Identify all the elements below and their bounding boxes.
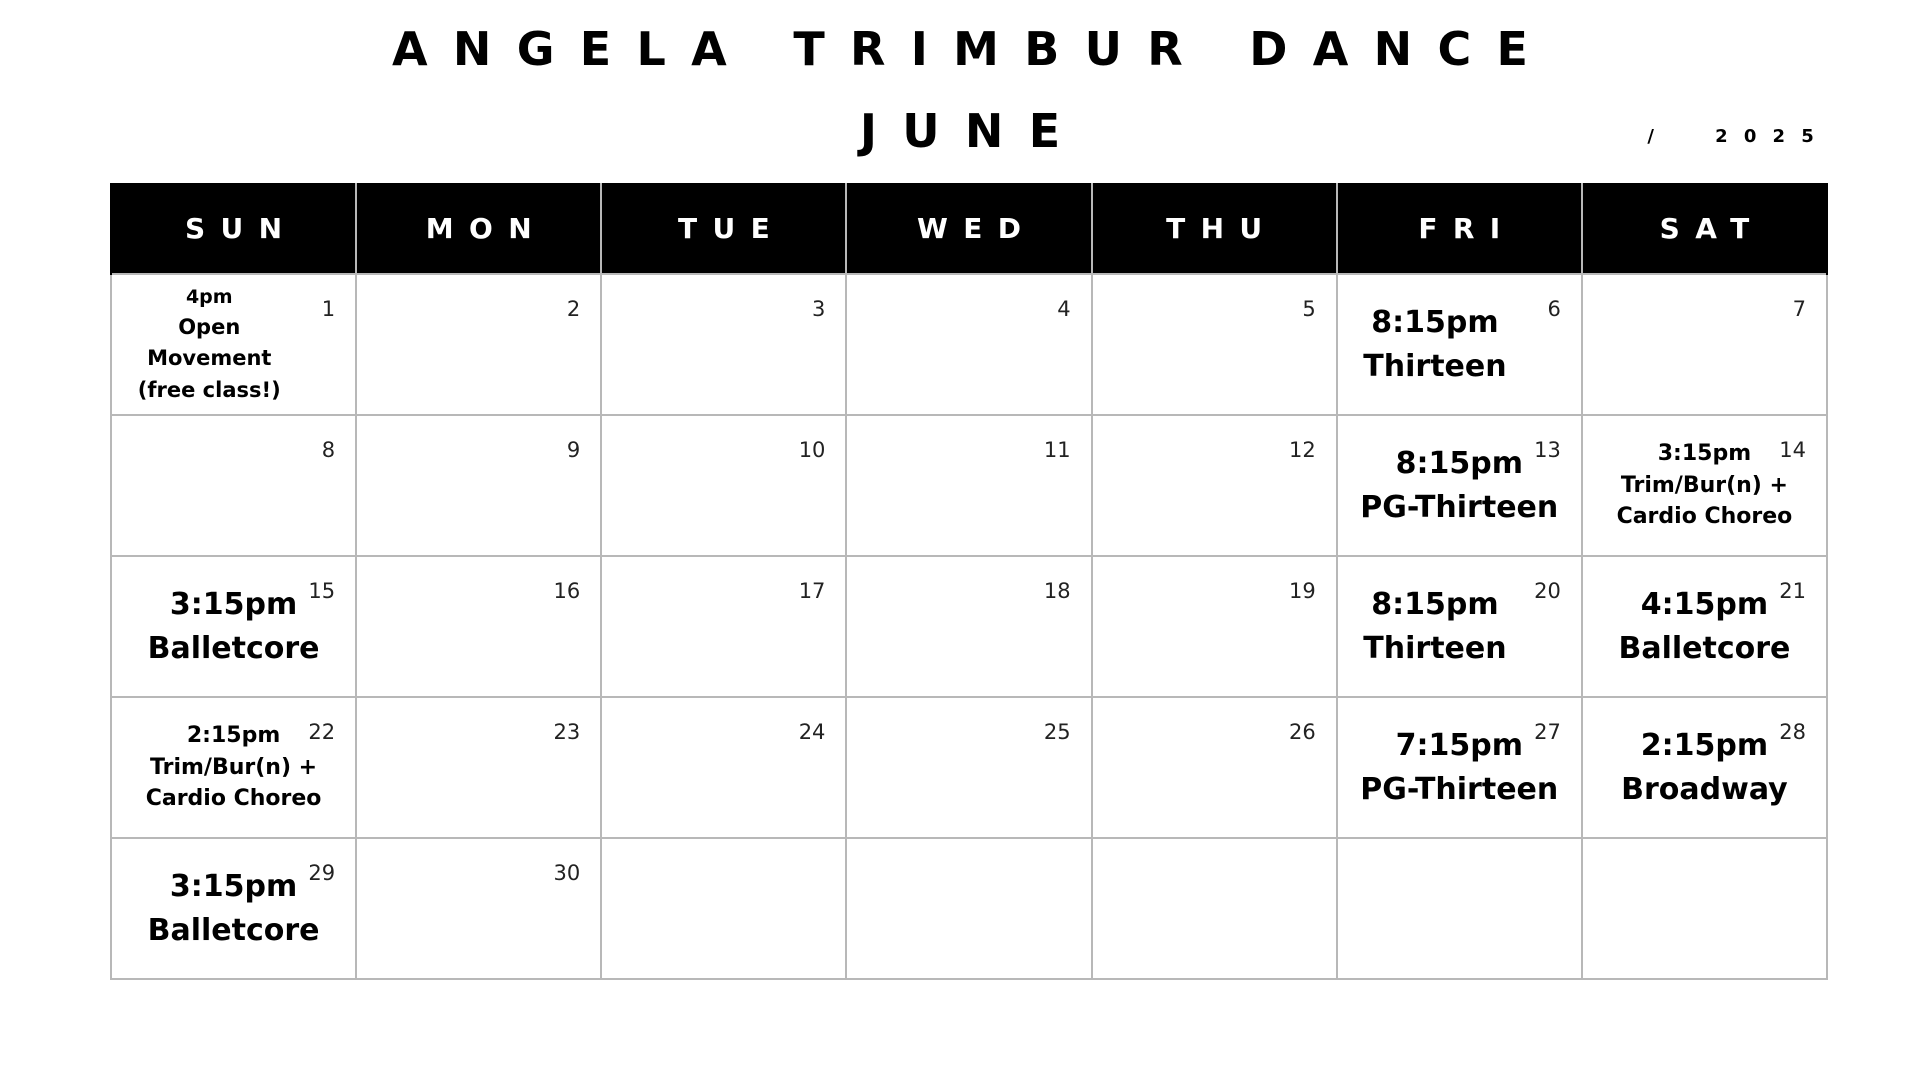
calendar-day-cell [1092,415,1337,556]
calendar-day-cell [1092,556,1337,697]
event-title: Trim/Bur(n) + Cardio Choreo [1616,472,1793,530]
day-number: 29 [308,861,336,885]
event-title: PG-Thirteen [1360,489,1559,525]
event-title: Balletcore [147,630,320,666]
event-time: 8:15pm [1371,587,1499,622]
day-number: 9 [566,438,581,462]
calendar-day-cell [846,274,1091,415]
calendar-day-cell [111,415,356,556]
class-event [1338,698,1581,837]
day-number: 1 [321,297,336,321]
event-time: 8:15pm [1395,446,1523,481]
day-number: 5 [1302,297,1316,321]
calendar-day-cell [356,697,601,838]
event-time: 3:15pm [169,587,298,622]
day-number: 23 [553,720,581,744]
event-time: 8:15pm [1371,305,1499,340]
class-event [112,557,355,696]
calendar-day-cell [846,697,1091,838]
day-number: 30 [553,861,581,885]
day-number: 28 [1779,720,1806,744]
event-title: Open Movement (free class!) [137,314,281,402]
weekday-header: MON [356,183,601,274]
event-title: Thirteen [1363,348,1507,384]
day-number: 14 [1779,438,1806,462]
calendar-day-cell [1582,415,1827,556]
class-event [112,275,307,414]
weekday-header: THU [1092,183,1337,274]
calendar-day-cell [1337,274,1582,415]
class-event [112,839,355,978]
weekday-header: SUN [111,183,356,274]
event-time: 3:15pm [1657,440,1752,466]
weekday-header-row [111,183,1827,274]
class-event [1583,416,1826,555]
day-number: 6 [1547,297,1561,321]
weekday-header: FRI [1337,183,1582,274]
calendar-day-cell [601,838,846,979]
day-number: 7 [1792,297,1806,321]
event-title: Balletcore [147,912,320,948]
calendar-day-cell [1337,838,1582,979]
day-number: 24 [798,720,826,744]
event-time: 7:15pm [1395,728,1523,763]
calendar-week-row [111,838,1827,979]
day-number: 12 [1288,438,1316,462]
day-number: 11 [1043,438,1071,462]
year-label: / 2025 [1647,126,1830,147]
day-number: 19 [1288,579,1316,603]
day-number: 16 [553,579,581,603]
calendar-week-row [111,556,1827,697]
day-number: 10 [798,438,826,462]
class-event [1338,275,1533,414]
calendar-day-cell [356,556,601,697]
day-number: 26 [1288,720,1316,744]
studio-title: ANGELA TRIMBUR DANCE [392,22,1554,76]
calendar-day-cell [601,556,846,697]
calendar-day-cell [1337,415,1582,556]
calendar-day-cell [1582,838,1827,979]
calendar-day-cell [356,838,601,979]
calendar-day-cell [111,838,356,979]
event-time: 4:15pm [1640,587,1769,622]
calendar-day-cell [1337,556,1582,697]
event-title: Broadway [1621,771,1788,807]
day-number: 27 [1534,720,1561,744]
event-title: PG-Thirteen [1360,771,1559,807]
calendar-day-cell [111,556,356,697]
class-event [112,698,355,837]
calendar-day-cell [846,556,1091,697]
class-event [1338,416,1581,555]
calendar-day-cell [846,838,1091,979]
weekday-header: WED [846,183,1091,274]
calendar-day-cell [846,415,1091,556]
calendar-day-cell [1092,274,1337,415]
calendar-day-cell [601,415,846,556]
calendar-week-row [111,274,1827,415]
calendar-day-cell [1582,556,1827,697]
class-event [1583,698,1826,837]
calendar-day-cell [356,274,601,415]
class-event [1583,557,1826,696]
calendar-grid [110,183,1828,980]
event-title: Trim/Bur(n) + Cardio Choreo [145,754,322,812]
class-event [1338,557,1533,696]
calendar-week-row [111,697,1827,838]
event-title: Thirteen [1363,630,1507,666]
day-number: 15 [308,579,336,603]
month-title: JUNE [859,104,1086,158]
day-number: 20 [1534,579,1561,603]
day-number: 2 [566,297,581,321]
event-title: Balletcore [1618,630,1791,666]
calendar-day-cell [1582,697,1827,838]
calendar-day-cell [111,274,356,415]
day-number: 13 [1534,438,1561,462]
calendar-day-cell [1337,697,1582,838]
calendar-day-cell [356,415,601,556]
calendar-day-cell [601,697,846,838]
event-time: 4pm [185,286,233,308]
weekday-header: TUE [601,183,846,274]
day-number: 21 [1779,579,1806,603]
day-number: 22 [308,720,336,744]
calendar-day-cell [1582,274,1827,415]
day-number: 4 [1057,297,1071,321]
event-time: 2:15pm [186,722,281,748]
day-number: 18 [1043,579,1071,603]
day-number: 3 [812,297,826,321]
day-number: 8 [321,438,336,462]
calendar-day-cell [111,697,356,838]
event-time: 3:15pm [169,869,298,904]
event-time: 2:15pm [1640,728,1769,763]
calendar-day-cell [601,274,846,415]
calendar-day-cell [1092,838,1337,979]
calendar-week-row [111,415,1827,556]
day-number: 25 [1043,720,1071,744]
weekday-header: SAT [1582,183,1827,274]
calendar-day-cell [1092,697,1337,838]
day-number: 17 [798,579,826,603]
